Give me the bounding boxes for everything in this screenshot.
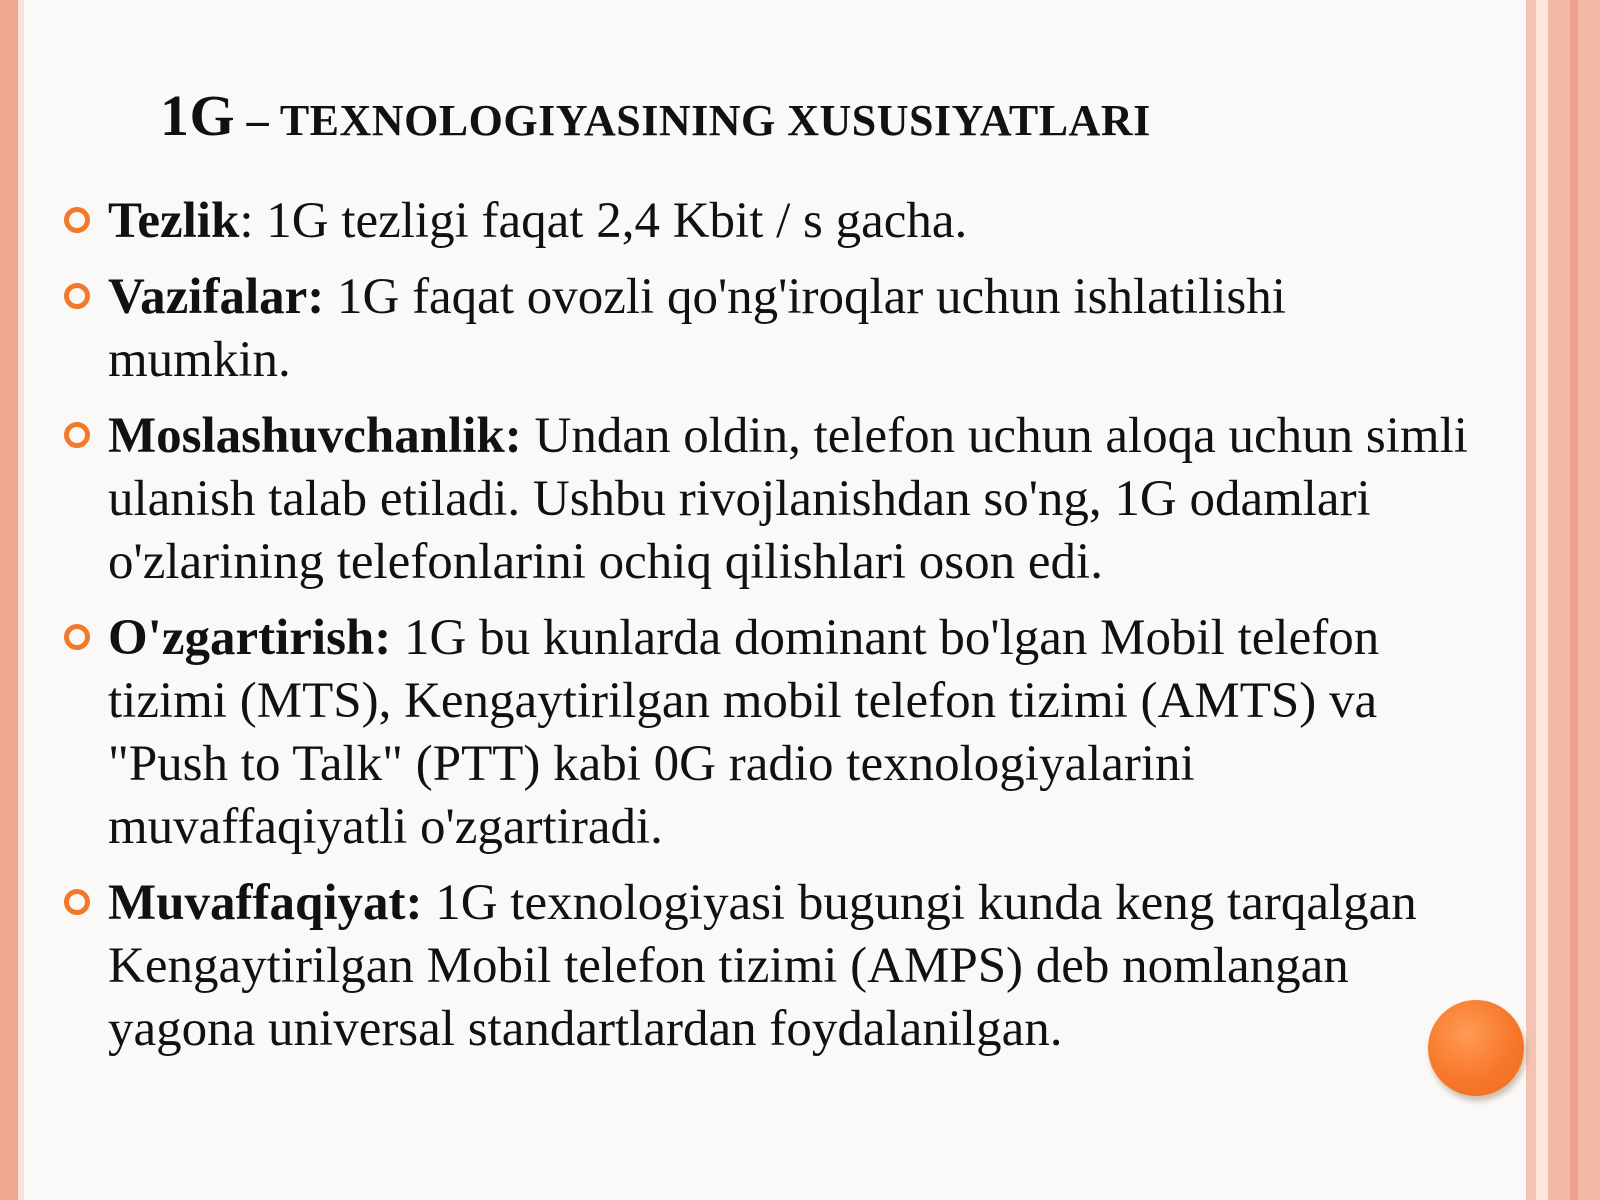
bullet-term: Muvaffaqiyat:: [108, 875, 423, 931]
list-item: [60, 266, 1480, 392]
bullet-text: 1G texnologiyasi bugungi kunda keng tarqalgan Kengaytirilgan Mobil telefon tizimi (AMPS) deb nomlangan yagona universal standartlardan foydalanilgan.: [108, 875, 1417, 1057]
bullet-text: 1G faqat ovozli qo'ng'iroqlar uchun ishlatilishi mumkin.: [108, 269, 1286, 388]
bullet-term: O'zgartirish:: [108, 610, 392, 666]
left-border-inner-stripe: [18, 0, 24, 1200]
title-rest: – TEXNOLOGIYASINING XUSUSIYATLARI: [235, 96, 1151, 145]
hollow-circle-bullet-icon: [64, 283, 90, 309]
title-prefix: 1G: [160, 83, 236, 148]
right-border-band: [1536, 0, 1548, 1200]
hollow-circle-bullet-icon: [64, 624, 90, 650]
list-item: [60, 405, 1480, 594]
bullet-text: Undan oldin, telefon uchun aloqa uchun simli ulanish talab etiladi. Ushbu rivojlanishdan so'ng, 1G odamlari o'zlarining telefonlarini ochiq qilishlari oson edi.: [108, 408, 1468, 590]
bullet-term: Moslashuvchanlik:: [108, 408, 522, 464]
bullet-term: Vazifalar:: [108, 269, 325, 325]
list-item: [60, 607, 1480, 859]
left-border-stripe: [0, 0, 18, 1200]
bullet-list: [60, 190, 1480, 1074]
hollow-circle-bullet-icon: [64, 207, 90, 233]
slide-title: [160, 82, 1460, 149]
right-border-band: [1526, 0, 1536, 1200]
list-item: [60, 872, 1480, 1061]
orange-circle-decoration: [1428, 1000, 1524, 1096]
bullet-term: Tezlik: [108, 193, 240, 249]
right-border-band: [1570, 0, 1578, 1200]
list-item: [60, 190, 1480, 253]
bullet-text: : 1G tezligi faqat 2,4 Kbit / s gacha.: [239, 193, 968, 249]
bullet-text: 1G bu kunlarda dominant bo'lgan Mobil telefon tizimi (MTS), Kengaytirilgan mobil telefon tizimi (AMTS) va "Push to Talk" (PTT) kabi 0G radio texnologiyalarini muvaffaqiyatli o'zgartiradi.: [108, 610, 1380, 855]
hollow-circle-bullet-icon: [64, 889, 90, 915]
hollow-circle-bullet-icon: [64, 422, 90, 448]
